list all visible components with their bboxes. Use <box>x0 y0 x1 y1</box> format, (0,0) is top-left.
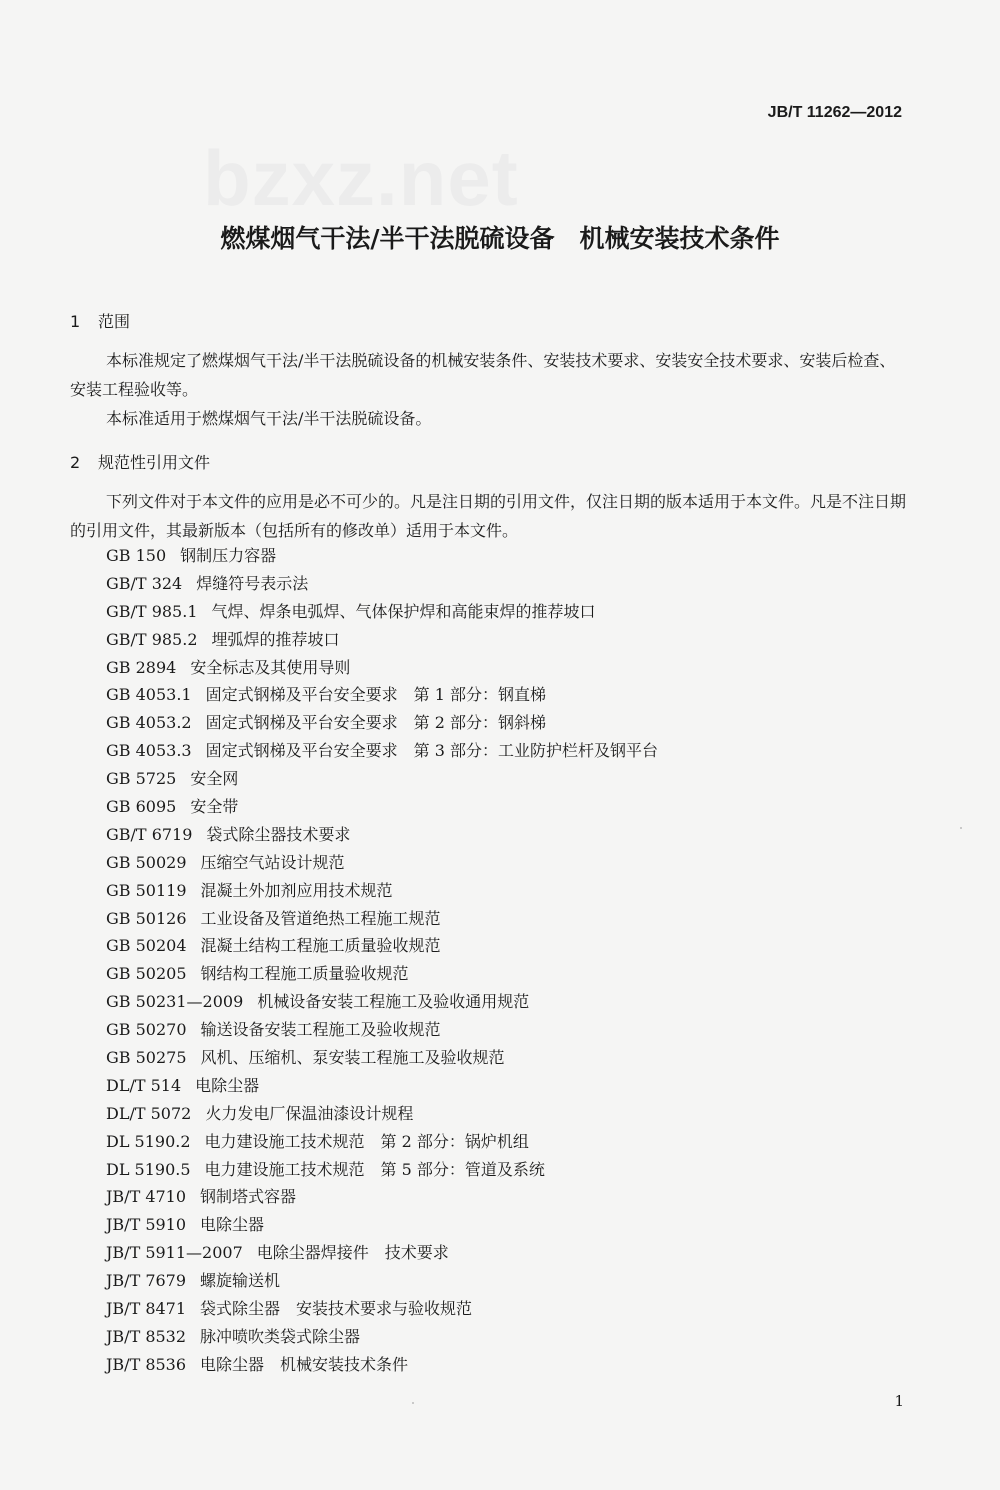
reference-item <box>106 960 658 988</box>
reference-title: 脉冲喷吹类袋式除尘器 <box>200 1326 361 1346</box>
document-number: JB/T 11262—2012 <box>767 104 902 121</box>
reference-code: JB/T 7679 <box>106 1271 187 1291</box>
reference-code: DL 5190.5 <box>106 1159 191 1179</box>
reference-title: 输送设备安装工程施工及验收规范 <box>200 1020 441 1040</box>
section-title: 规范性引用文件 <box>98 453 211 472</box>
reference-item <box>106 1128 658 1156</box>
section-number: 1 <box>70 312 81 331</box>
reference-title: 固定式钢梯及平台安全要求 第 1 部分：钢直梯 <box>205 685 546 705</box>
reference-item <box>106 793 658 821</box>
reference-item <box>106 1156 658 1184</box>
reference-item <box>106 821 658 849</box>
reference-code: GB 4053.2 <box>106 713 192 733</box>
reference-item <box>106 1100 658 1128</box>
page-number: 1 <box>894 1392 904 1410</box>
section-2-paragraph-1: 下列文件对于本文件的应用是必不可少的。凡是注日期的引用文件，仅注日期的版本适用于本文件。凡是不注日期的引用文件，其最新版本（包括所有的修改单）适用于本文件。 <box>70 492 907 540</box>
reference-item <box>106 570 658 598</box>
scan-speck <box>960 827 962 829</box>
reference-item <box>106 1044 658 1072</box>
reference-item <box>106 1351 658 1379</box>
reference-item <box>106 932 658 960</box>
reference-code: GB 50204 <box>106 936 187 956</box>
reference-title: 安全网 <box>190 769 239 789</box>
reference-title: 电力建设施工技术规范 第 5 部分：管道及系统 <box>204 1159 545 1179</box>
reference-title: 钢制塔式容器 <box>200 1187 297 1207</box>
section-title: 范围 <box>98 312 131 331</box>
reference-item <box>106 1323 658 1351</box>
reference-title: 气焊、焊条电弧焊、气体保护焊和高能束焊的推荐坡口 <box>211 601 596 621</box>
reference-code: GB 4053.3 <box>106 741 192 761</box>
reference-code: GB 2894 <box>106 657 177 677</box>
reference-title: 埋弧焊的推荐坡口 <box>211 629 340 649</box>
reference-title: 电除尘器 <box>200 1215 265 1235</box>
reference-item <box>106 737 658 765</box>
reference-title: 火力发电厂保温油漆设计规程 <box>205 1103 414 1123</box>
reference-item <box>106 849 658 877</box>
reference-code: GB 4053.1 <box>106 685 192 705</box>
reference-code: GB 50275 <box>106 1048 187 1068</box>
reference-item <box>106 626 658 654</box>
reference-code: DL 5190.2 <box>106 1131 191 1151</box>
reference-item <box>106 1072 658 1100</box>
reference-item <box>106 765 658 793</box>
reference-title: 工业设备及管道绝热工程施工规范 <box>200 908 441 928</box>
reference-code: GB 6095 <box>106 797 177 817</box>
reference-code: GB 50126 <box>106 908 187 928</box>
reference-item <box>106 598 658 626</box>
reference-code: GB 50119 <box>106 880 187 900</box>
normative-references-list <box>106 542 658 1379</box>
reference-title: 固定式钢梯及平台安全要求 第 2 部分：钢斜梯 <box>205 713 546 733</box>
reference-code: DL/T 5072 <box>106 1103 192 1123</box>
reference-code: JB/T 5910 <box>106 1215 187 1235</box>
section-1-heading <box>70 309 130 332</box>
reference-item <box>106 1016 658 1044</box>
reference-title: 电除尘器焊接件 技术要求 <box>256 1243 449 1263</box>
reference-code: GB 50231—2009 <box>106 992 244 1012</box>
reference-item <box>106 1295 658 1323</box>
section-number: 2 <box>70 453 81 472</box>
reference-title: 袋式除尘器 安装技术要求与验收规范 <box>200 1299 473 1319</box>
reference-title: 钢结构工程施工质量验收规范 <box>200 964 409 984</box>
reference-code: JB/T 8471 <box>106 1299 187 1319</box>
reference-code: DL/T 514 <box>106 1075 182 1095</box>
reference-code: JB/T 5911—2007 <box>106 1243 243 1263</box>
reference-title: 电除尘器 <box>195 1075 260 1095</box>
reference-code: JB/T 8536 <box>106 1354 187 1374</box>
reference-title: 安全标志及其使用导则 <box>190 657 351 677</box>
reference-item <box>106 681 658 709</box>
reference-title: 电除尘器 机械安装技术条件 <box>200 1354 409 1374</box>
reference-item <box>106 709 658 737</box>
section-1-paragraph-2: 本标准适用于燃煤烟气干法/半干法脱硫设备。 <box>106 409 432 428</box>
reference-title: 混凝土外加剂应用技术规范 <box>200 880 393 900</box>
reference-item <box>106 877 658 905</box>
reference-item <box>106 654 658 682</box>
reference-code: JB/T 8532 <box>106 1326 187 1346</box>
section-2-heading <box>70 450 210 473</box>
reference-item <box>106 1239 658 1267</box>
reference-title: 压缩空气站设计规范 <box>200 852 345 872</box>
reference-code: GB 50029 <box>106 852 187 872</box>
reference-item <box>106 905 658 933</box>
reference-title: 机械设备安装工程施工及验收通用规范 <box>257 992 530 1012</box>
scan-speck <box>412 1402 414 1404</box>
reference-code: GB 50270 <box>106 1020 187 1040</box>
reference-title: 混凝土结构工程施工质量验收规范 <box>200 936 441 956</box>
reference-item <box>106 1267 658 1295</box>
reference-title: 固定式钢梯及平台安全要求 第 3 部分：工业防护栏杆及钢平台 <box>205 741 658 761</box>
reference-code: GB/T 985.1 <box>106 601 198 621</box>
reference-title: 安全带 <box>190 797 239 817</box>
reference-item <box>106 1211 658 1239</box>
reference-code: GB/T 6719 <box>106 824 193 844</box>
reference-title: 风机、压缩机、泵安装工程施工及验收规范 <box>200 1048 505 1068</box>
reference-title: 袋式除尘器技术要求 <box>206 824 351 844</box>
reference-code: GB 50205 <box>106 964 187 984</box>
reference-code: GB/T 324 <box>106 573 183 593</box>
document-title: 燃煤烟气干法/半干法脱硫设备 机械安装技术条件 <box>220 224 780 253</box>
reference-title: 焊缝符号表示法 <box>196 573 309 593</box>
reference-item <box>106 988 658 1016</box>
reference-code: JB/T 4710 <box>106 1187 187 1207</box>
reference-code: GB 5725 <box>106 769 177 789</box>
reference-item <box>106 1183 658 1211</box>
reference-title: 电力建设施工技术规范 第 2 部分：锅炉机组 <box>204 1131 529 1151</box>
section-1-paragraph-1: 本标准规定了燃煤烟气干法/半干法脱硫设备的机械安装条件、安装技术要求、安装安全技术要求、安装后检查、安装工程验收等。 <box>70 351 896 399</box>
watermark: bzxz.net <box>203 134 519 222</box>
reference-title: 螺旋输送机 <box>200 1271 281 1291</box>
reference-item <box>106 542 658 570</box>
reference-title: 钢制压力容器 <box>180 546 277 565</box>
reference-code: GB 150 <box>106 546 167 565</box>
reference-code: GB/T 985.2 <box>106 629 198 649</box>
